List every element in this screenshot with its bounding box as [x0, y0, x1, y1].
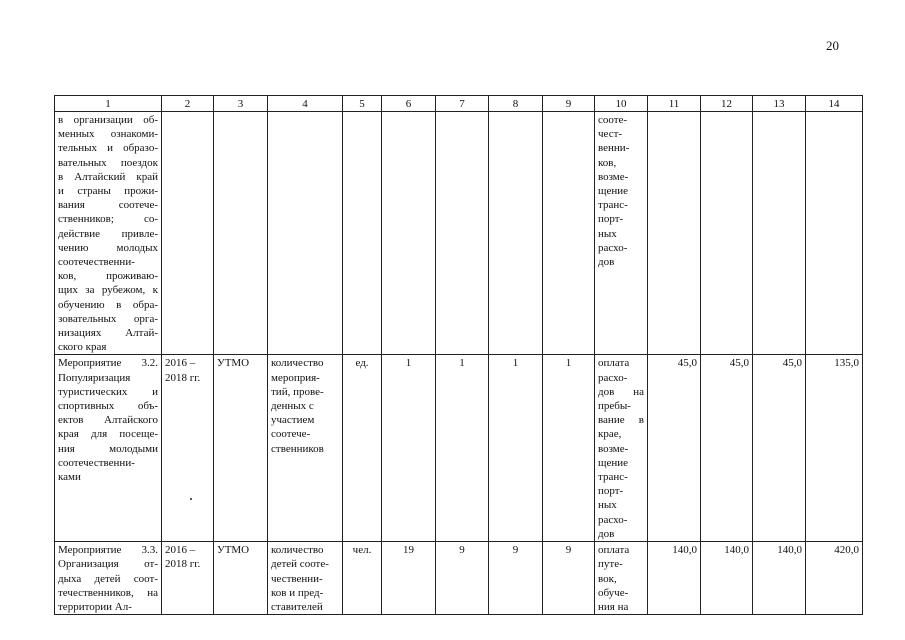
- cell-cost-2017: 140,0: [701, 542, 753, 615]
- cell-period: [162, 355, 214, 542]
- header-cell: 5: [343, 96, 382, 112]
- header-cell: 14: [806, 96, 863, 112]
- cell-cost-2017: [701, 112, 753, 355]
- cell-text-line: количество: [271, 357, 324, 370]
- header-cell: 13: [753, 96, 806, 112]
- cell-text-line: вания соотече-: [58, 199, 158, 212]
- cell-text-line: ственников; со-: [58, 213, 158, 226]
- cell-text-line: дов на: [598, 385, 644, 398]
- header-cell: 12: [701, 96, 753, 112]
- cell-text-line: количество: [271, 544, 324, 557]
- cell-unit: [343, 112, 382, 355]
- header-cell: 9: [543, 96, 595, 112]
- cell-text-line: дов: [598, 527, 615, 540]
- cell-expense-direction: [595, 542, 648, 615]
- cell-period: [162, 112, 214, 355]
- cell-text-line: Мероприятие 3.2.: [58, 357, 158, 370]
- cell-period: [162, 542, 214, 615]
- cell-cost-2018: 45,0: [753, 355, 806, 542]
- header-cell: 11: [648, 96, 701, 112]
- cell-text-line: порт-: [598, 485, 624, 498]
- cell-text-line: ния молодыми: [58, 442, 158, 455]
- cell-text-line: Организация от-: [58, 558, 158, 571]
- cell-executor: УТМО: [214, 542, 268, 615]
- cell-text-line: тий, прове-: [271, 385, 324, 398]
- cell-text-line: Популяризация: [58, 371, 131, 384]
- cell-text-line: соотече-: [271, 428, 311, 441]
- cell-text-line: ков,: [598, 156, 617, 169]
- header-cell: 1: [55, 96, 162, 112]
- cell-cost-total: 135,0: [806, 355, 863, 542]
- cell-text-line: расхо-: [598, 371, 628, 384]
- cell-value-2018: [543, 112, 595, 355]
- cell-text-line: дыха детей соот-: [58, 572, 158, 585]
- cell-value-2018: 1: [543, 355, 595, 542]
- cell-text-line: чению молодых: [58, 241, 158, 254]
- cell-value-2016-indicator: [382, 112, 436, 355]
- cell-cost-2018: [753, 112, 806, 355]
- cell-cost-total: [806, 112, 863, 355]
- cell-text-line: чественни-: [271, 572, 323, 585]
- program-table: [54, 95, 863, 615]
- cell-cost-2016: 45,0: [648, 355, 701, 542]
- cell-text-line: туристических и: [58, 385, 158, 398]
- cell-text-line: сооте-: [598, 114, 628, 126]
- cell-text-line: возме-: [598, 170, 629, 183]
- header-cell: 3: [214, 96, 268, 112]
- cell-text-line: ками: [58, 471, 81, 484]
- cell-text-line: территории Ал-: [58, 600, 132, 613]
- cell-text-line: порт-: [598, 213, 624, 226]
- cell-executor: УТМО: [214, 355, 268, 542]
- cell-cost-2018: 140,0: [753, 542, 806, 615]
- cell-unit: ед.: [343, 355, 382, 542]
- cell-cost-total: 420,0: [806, 542, 863, 615]
- cell-text-line: крае,: [598, 428, 622, 441]
- cell-text-line: 2018 гг.: [165, 371, 201, 384]
- cell-text-line: оплата: [598, 544, 630, 557]
- cell-text-line: соотечественни-: [58, 256, 135, 269]
- cell-value-2016-indicator: 19: [382, 542, 436, 615]
- cell-text-line: транс-: [598, 199, 628, 212]
- cell-value-2016: [436, 112, 489, 355]
- table-header-row: [55, 96, 863, 112]
- cell-text-line: расхо-: [598, 513, 628, 526]
- cell-text-line: ского края: [58, 341, 107, 354]
- cell-text-line: мероприя-: [271, 371, 320, 384]
- cell-text-line: путе-: [598, 558, 623, 571]
- header-cell: 2: [162, 96, 214, 112]
- cell-text-line: обучению в обра-: [58, 298, 158, 311]
- cell-indicator-name: [268, 112, 343, 355]
- cell-text-line: вок,: [598, 572, 617, 585]
- header-cell: 10: [595, 96, 648, 112]
- header-cell: 6: [382, 96, 436, 112]
- cell-cost-2016: 140,0: [648, 542, 701, 615]
- cell-cost-2017: 45,0: [701, 355, 753, 542]
- cell-text-line: ков и пред-: [271, 586, 324, 599]
- cell-event-description: [55, 542, 162, 615]
- cell-event-description: [55, 112, 162, 355]
- cell-text-line: детей сооте-: [271, 558, 329, 571]
- cell-value-2016-indicator: 1: [382, 355, 436, 542]
- cell-text-line: Мероприятие 3.3.: [58, 544, 158, 557]
- cell-unit: чел.: [343, 542, 382, 615]
- cell-text-line: 2016 –: [165, 544, 196, 557]
- cell-value-2017: 9: [489, 542, 543, 615]
- scan-speck: [190, 498, 192, 500]
- cell-value-2017: 1: [489, 355, 543, 542]
- cell-text-line: щих за рубежом, к: [58, 284, 158, 297]
- cell-cost-2016: [648, 112, 701, 355]
- header-cell: 7: [436, 96, 489, 112]
- cell-text-line: действие привле-: [58, 227, 158, 240]
- cell-text-line: денных с: [271, 400, 314, 413]
- cell-text-line: щение: [598, 185, 629, 198]
- header-cell: 4: [268, 96, 343, 112]
- cell-text-line: расхо-: [598, 241, 628, 254]
- cell-text-line: и страны прожи-: [58, 185, 158, 198]
- cell-text-line: низациях Алтай-: [58, 327, 158, 340]
- page-number: 20: [826, 38, 839, 53]
- table-row: [55, 542, 863, 615]
- cell-text-line: ставителей: [271, 600, 323, 613]
- cell-text-line: щение: [598, 456, 629, 469]
- cell-text-line: в Алтайский край: [58, 170, 158, 183]
- cell-text-line: менных ознакоми-: [58, 128, 158, 141]
- cell-text-line: ных: [598, 227, 617, 240]
- cell-value-2016: 9: [436, 542, 489, 615]
- cell-text-line: ния на: [598, 600, 629, 613]
- cell-text-line: возме-: [598, 442, 629, 455]
- cell-text-line: ков, проживаю-: [58, 270, 158, 283]
- cell-text-line: 2018 гг.: [165, 558, 201, 571]
- cell-executor: [214, 112, 268, 355]
- cell-text-line: ных: [598, 499, 617, 512]
- cell-text-line: зовательных орга-: [58, 312, 158, 325]
- cell-text-line: ственников: [271, 442, 324, 455]
- header-cell: 8: [489, 96, 543, 112]
- cell-text-line: тельных и образо-: [58, 142, 158, 155]
- cell-indicator-name: [268, 355, 343, 542]
- cell-text-line: 2016 –: [165, 357, 196, 370]
- cell-text-line: обуче-: [598, 586, 629, 599]
- table-row: [55, 112, 863, 355]
- cell-text-line: чест-: [598, 128, 623, 141]
- cell-expense-direction: [595, 355, 648, 542]
- cell-value-2016: 1: [436, 355, 489, 542]
- table-row: [55, 355, 863, 542]
- cell-text-line: вательных поездок: [58, 156, 158, 169]
- cell-text-line: края для посеще-: [58, 428, 158, 441]
- cell-value-2017: [489, 112, 543, 355]
- cell-text-line: венни-: [598, 142, 630, 155]
- cell-expense-direction: [595, 112, 648, 355]
- cell-text-line: дов: [598, 256, 615, 269]
- cell-text-line: пребы-: [598, 400, 631, 413]
- cell-text-line: ектов Алтайского: [58, 414, 158, 427]
- cell-text-line: участием: [271, 414, 315, 427]
- cell-value-2018: 9: [543, 542, 595, 615]
- cell-text-line: вание в: [598, 414, 644, 427]
- cell-text-line: транс-: [598, 471, 628, 484]
- cell-text-line: течественников, на: [58, 586, 158, 599]
- cell-text-line: в организации об-: [58, 114, 158, 126]
- cell-text-line: соотечественни-: [58, 456, 135, 469]
- cell-indicator-name: [268, 542, 343, 615]
- cell-text-line: спортивных объ-: [58, 400, 158, 413]
- cell-text-line: оплата: [598, 357, 630, 370]
- cell-event-description: [55, 355, 162, 542]
